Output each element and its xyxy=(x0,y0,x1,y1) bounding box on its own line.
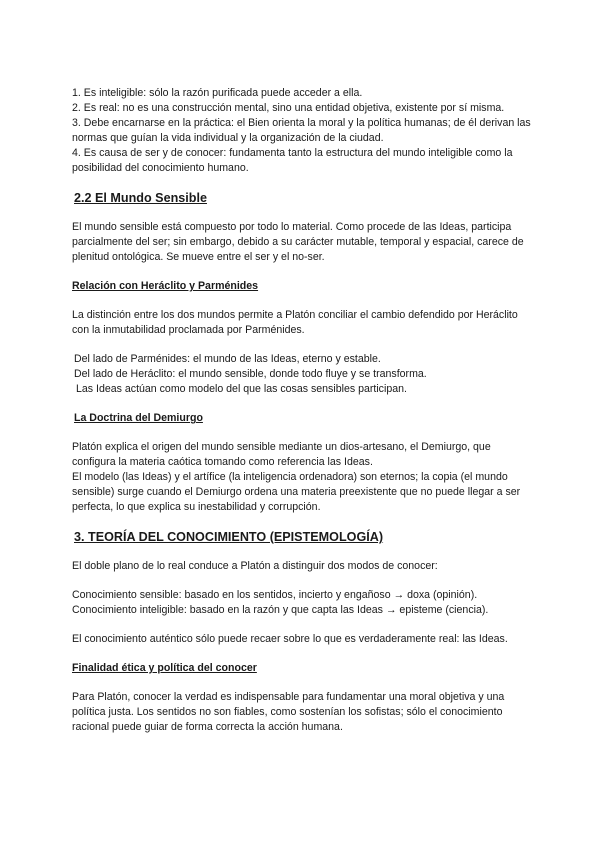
subheading-demiurgo: La Doctrina del Demiurgo xyxy=(74,412,203,424)
list-item: Conocimiento sensible: basado en los sentidos, incierto y engañoso → doxa (opinión). xyxy=(72,589,478,601)
list-item: Las Ideas actúan como modelo del que las cosas sensibles participan. xyxy=(76,383,407,395)
list-item: Del lado de Parménides: el mundo de las Ideas, eterno y estable. xyxy=(74,353,381,365)
subheading-finalidad: Finalidad ética y política del conocer xyxy=(72,662,257,674)
list-item: 1. Es inteligible: sólo la razón purificada puede acceder a ella. xyxy=(72,87,363,99)
paragraph: Para Platón, conocer la verdad es indispensable para fundamentar una moral objetiva y una política justa. Los sentidos no son fiables, como sostenían los sofistas; sólo el conocimiento racional puede guiar de forma correcta la acción humana. xyxy=(72,691,505,733)
list-item: Del lado de Heráclito: el mundo sensible, donde todo fluye y se transforma. xyxy=(74,368,427,380)
subheading-heraclito-parmenides: Relación con Heráclito y Parménides xyxy=(72,280,259,292)
list-item: Conocimiento inteligible: basado en la razón y que capta las Ideas → episteme (ciencia). xyxy=(72,604,489,616)
list-item: 3. Debe encarnarse en la práctica: el Bien orienta la moral y la política humanas; de él derivan las normas que guían la vida individual y la organización de la ciudad. xyxy=(72,117,531,144)
list-item: 2. Es real: no es una construcción mental, sino una entidad objetiva, existente por sí misma. xyxy=(72,102,505,114)
paragraph: El mundo sensible está compuesto por todo lo material. Como procede de las Ideas, participa parcialmente del ser; sin embargo, debido a su carácter mutable, temporal y espacial, carece de plenitud ontológica. Se mueve entre el ser y el no-ser. xyxy=(72,221,524,263)
section-heading-2-2: 2.2 El Mundo Sensible xyxy=(74,191,207,205)
paragraph: El modelo (las Ideas) y el artífice (la inteligencia ordenadora) son eternos; la copia (el mundo sensible) surge cuando el Demiurgo ordena una materia preexistente que no puede llegar a ser perfecta, lo que explica su inestabilidad y corrupción. xyxy=(72,471,521,513)
paragraph: La distinción entre los dos mundos permite a Platón conciliar el cambio defendido por Heráclito con la inmutabilidad proclamada por Parménides. xyxy=(72,309,518,336)
paragraph: El doble plano de lo real conduce a Platón a distinguir dos modos de conocer: xyxy=(72,560,438,572)
paragraph: El conocimiento auténtico sólo puede recaer sobre lo que es verdaderamente real: las Ideas. xyxy=(72,633,508,645)
document-page xyxy=(72,86,532,735)
section-heading-3: 3. TEORÍA DEL CONOCIMIENTO (EPISTEMOLOGÍA) xyxy=(74,530,384,544)
list-item: 4. Es causa de ser y de conocer: fundamenta tanto la estructura del mundo inteligible como la posibilidad del conocimiento humano. xyxy=(72,147,513,174)
paragraph: Platón explica el origen del mundo sensible mediante un dios-artesano, el Demiurgo, que configura la materia caótica tomando como referencia las Ideas. xyxy=(72,441,491,468)
